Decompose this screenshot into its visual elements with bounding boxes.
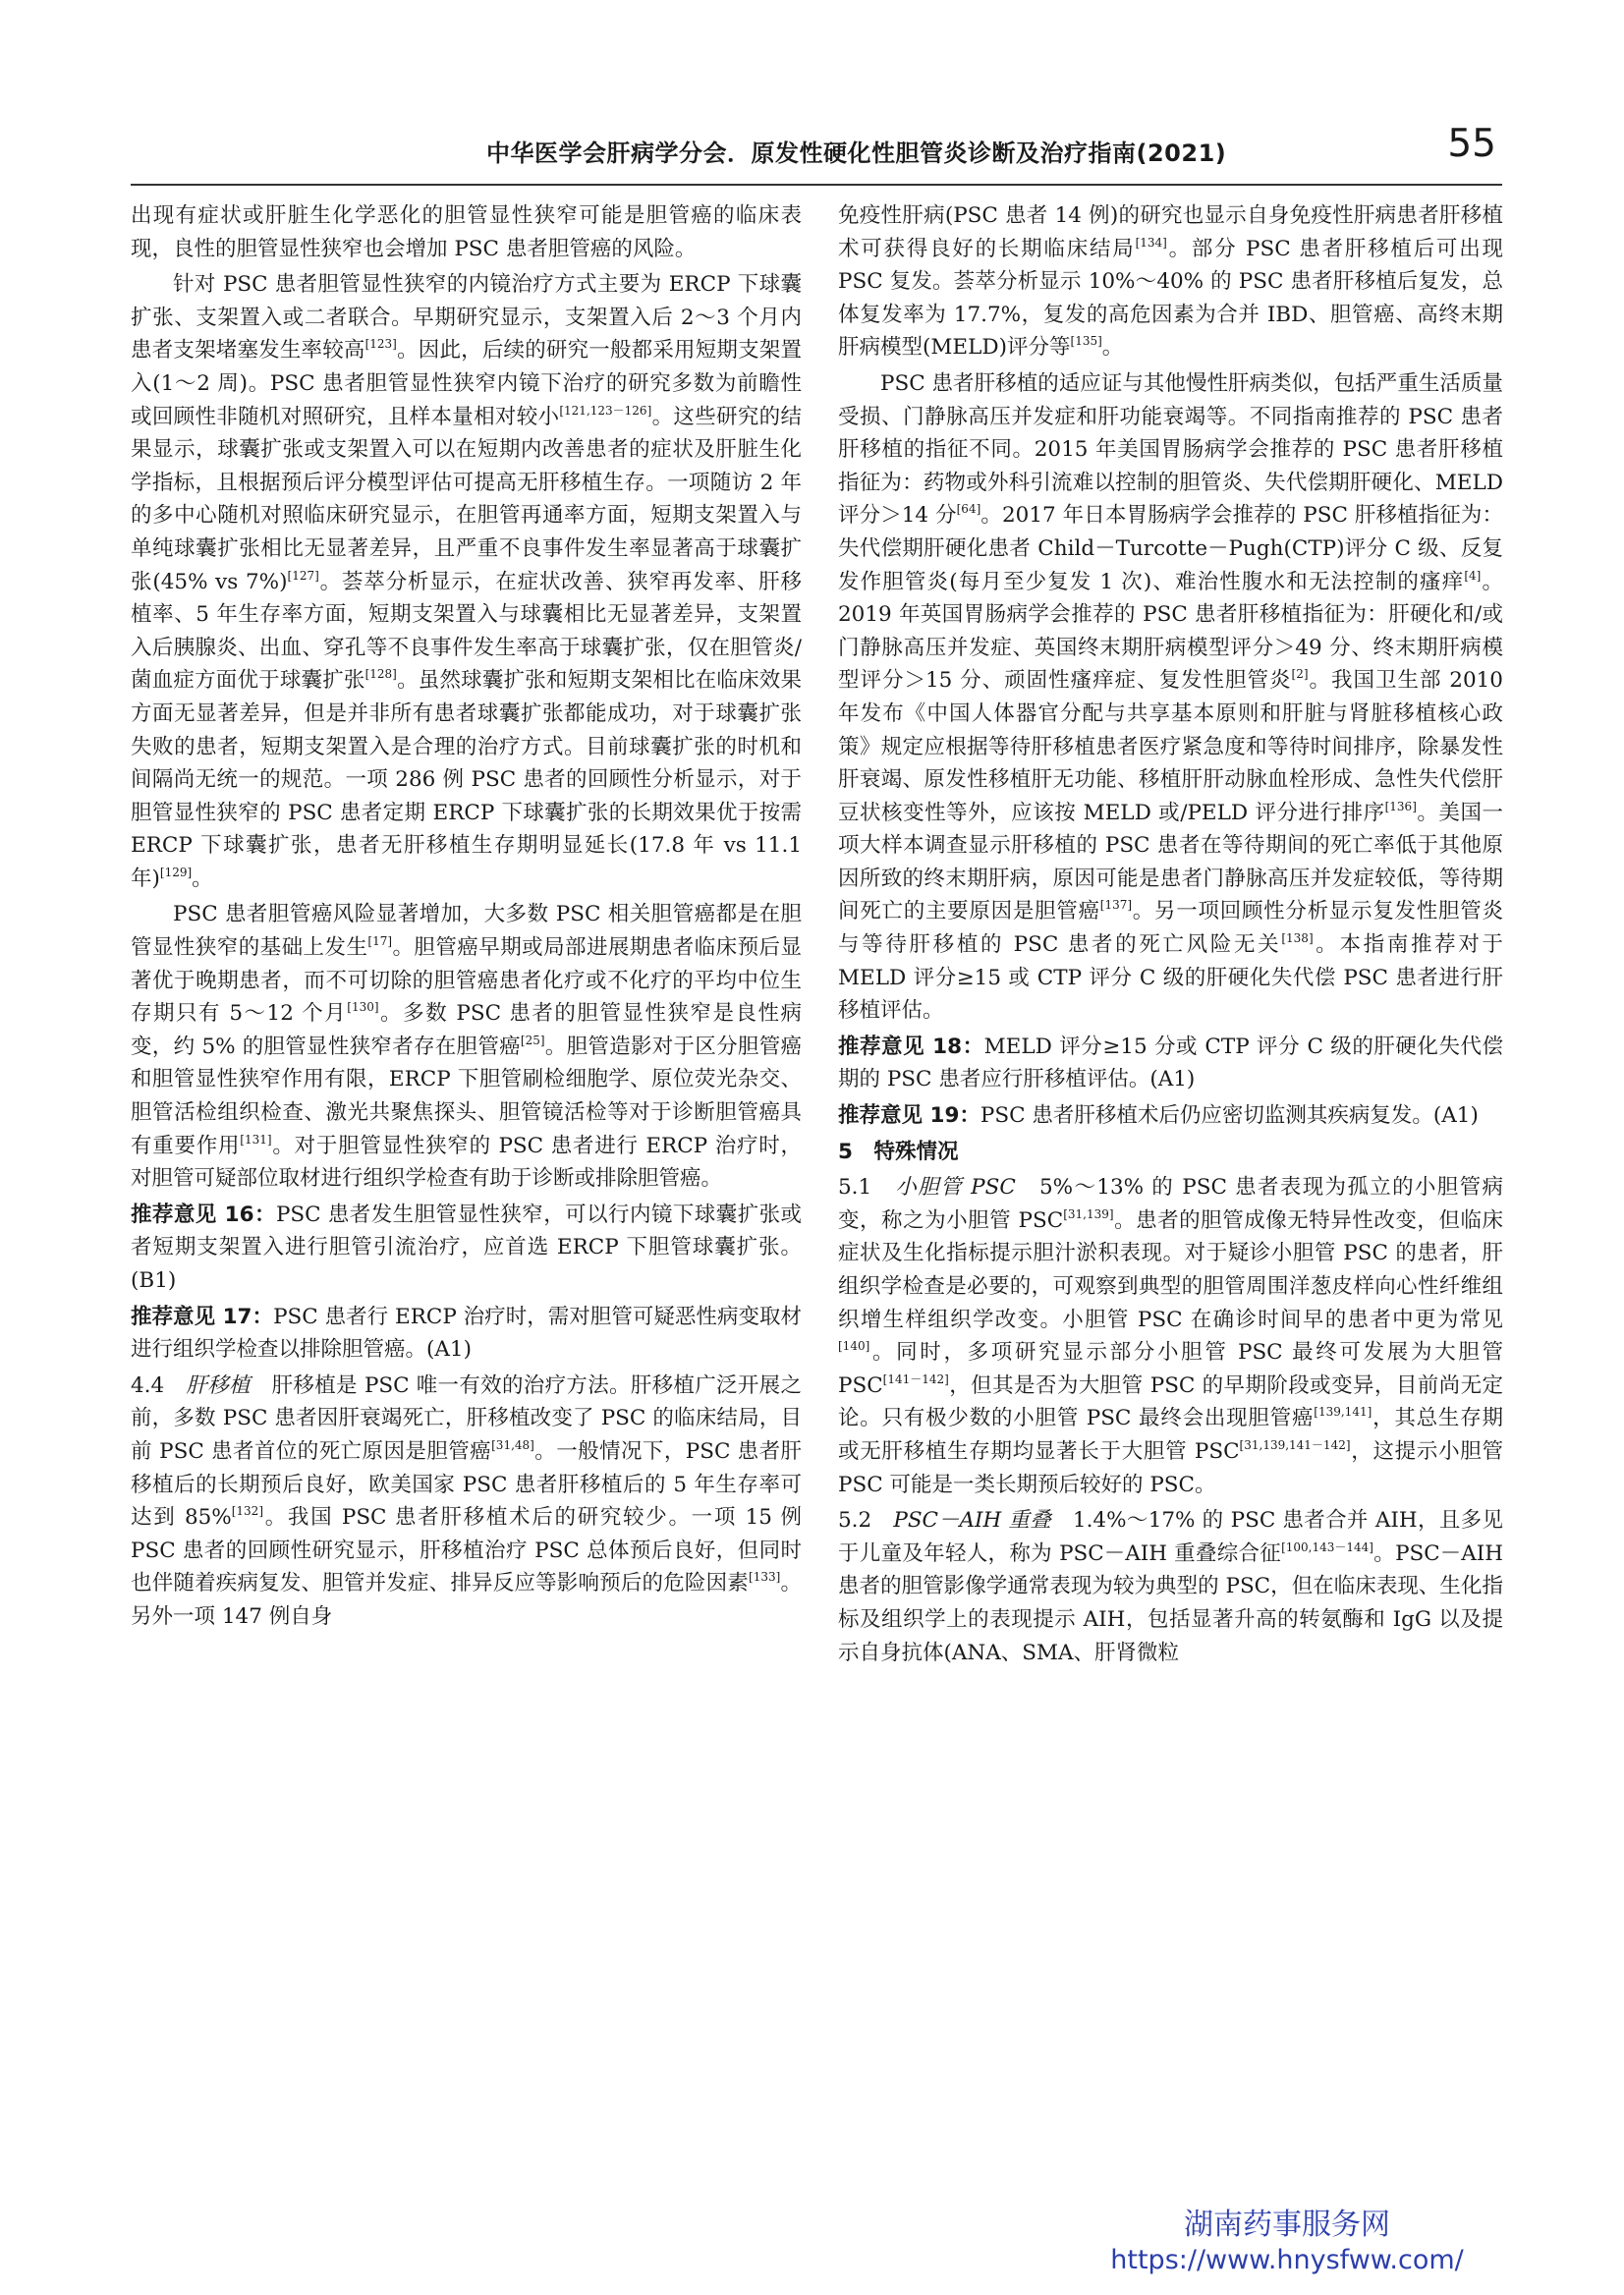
header-rule xyxy=(131,184,1502,186)
citation[interactable]: [132] xyxy=(231,1504,264,1519)
citation[interactable]: [17] xyxy=(367,934,393,949)
section-heading-5-1: 5.1 小胆管 PSC xyxy=(838,1175,1016,1201)
recommendation-label: 推荐意见 19： xyxy=(838,1103,980,1129)
paragraph: 出现有症状或肝脏生化学恶化的胆管显性狭窄可能是胆管癌的临床表现，良性的胆管显性狭窄也会增加 PSC 患者胆管癌的风险。 xyxy=(131,203,802,261)
recommendation-19: 推荐意见 19：PSC 患者肝移植术后仍应密切监测其疾病复发。(A1) xyxy=(838,1103,1479,1129)
citation[interactable]: [127] xyxy=(287,568,319,583)
citation[interactable]: [134] xyxy=(1135,235,1167,250)
site-name: 湖南药事服务网 xyxy=(1184,2208,1390,2242)
citation[interactable]: [136] xyxy=(1384,799,1417,813)
citation[interactable]: [133] xyxy=(749,1570,781,1585)
citation[interactable]: [31,139,141－142] xyxy=(1239,1437,1351,1452)
paragraph: PSC 患者胆管癌风险显著增加，大多数 PSC 相关胆管癌都是在胆管显性狭窄的基础上发生[17]。胆管癌早期或局部进展期患者临床预后显著优于晚期患者，而不可切除的胆管癌患者化疗或不化疗的平均中位生存期只有 5～12 个月[130]。多数 PSC 患者的胆管显性狭窄是良性病变，约 5% 的胆管显性狭窄者存在胆管癌[25]。胆管造影对于区分胆管癌和胆管显性狭窄作用有限，ERCP 下胆管刷检细胞学、原位荧光杂交、胆管活检组织检查、激光共聚焦探头、胆管镜活检等对于诊断胆管癌具有重要作用[131]。对于胆管显性狭窄的 PSC 患者进行 ERCP 治疗时，对胆管可疑部位取材进行组织学检查有助于诊断或排除胆管癌。 xyxy=(131,902,802,1192)
recommendation-17: 推荐意见 17：PSC 患者行 ERCP 治疗时，需对胆管可疑恶性病变取材进行组织学检查以排除胆管癌。(A1) xyxy=(131,1304,803,1363)
citation[interactable]: [139,141] xyxy=(1314,1405,1372,1420)
recommendation-16: 推荐意见 16：PSC 患者发生胆管显性狭窄，可以行内镜下球囊扩张或者短期支架置入进行胆管引流治疗，应首选 ERCP 下胆管球囊扩张。(B1) xyxy=(131,1202,803,1293)
section-heading-4-4: 4.4 肝移植 xyxy=(131,1372,251,1398)
citation[interactable]: [128] xyxy=(364,667,397,682)
citation[interactable]: [4] xyxy=(1464,568,1482,583)
recommendation-18: 推荐意见 18：MELD 评分≥15 分或 CTP 评分 C 级的肝硬化失代偿期的 PSC 患者应行肝移植评估。(A1) xyxy=(838,1034,1504,1092)
citation[interactable]: [31,139] xyxy=(1063,1206,1114,1221)
citation[interactable]: [130] xyxy=(347,1000,379,1015)
recommendation-label: 推荐意见 16： xyxy=(131,1202,276,1227)
site-url[interactable]: https://www.hnysfww.com/ xyxy=(1110,2245,1464,2275)
paragraph: 针对 PSC 患者胆管显性狭窄的内镜治疗方式主要为 ERCP 下球囊扩张、支架置入或二者联合。早期研究显示，支架置入后 2～3 个月内患者支架堵塞发生率较高[123]。因此，后续的研究一般都采用短期支架置入(1～2 周)。PSC 患者胆管显性狭窄内镜下治疗的研究多数为前瞻性或回顾性非随机对照研究，且样本量相对较小[121,123－126]。这些研究的结果显示，球囊扩张或支架置入可以在短期内改善患者的症状及肝脏生化学指标，且根据预后评分模型评估可提高无肝移植生存。一项随访 2 年的多中心随机对照临床研究显示，在胆管再通率方面，短期支架置入与单纯球囊扩张相比无显著差异，且严重不良事件发生率显著高于球囊扩张(45% vs 7%)[127]。荟萃分析显示，在症状改善、狭窄再发率、肝移植率、5 年生存率方面，短期支架置入与球囊相比无显著差异，支架置入后胰腺炎、出血、穿孔等不良事件发生率高于球囊扩张，仅在胆管炎/菌血症方面优于球囊扩张[128]。虽然球囊扩张和短期支架相比在临床效果方面无显著差异，但是并非所有患者球囊扩张都能成功，对于球囊扩张失败的患者，短期支架置入是合理的治疗方式。目前球囊扩张的时机和间隔尚无统一的规范。一项 286 例 PSC 患者的回顾性分析显示，对于胆管显性狭窄的 PSC 患者定期 ERCP 下球囊扩张的长期效果优于按需 ERCP 下球囊扩张，患者无肝移植生存期明显延长(17.8 年 vs 11.1 年)[129]。 xyxy=(131,272,802,891)
citation[interactable]: [140] xyxy=(838,1339,870,1354)
section-heading-5-2: 5.2 PSC－AIH 重叠 xyxy=(838,1508,1052,1534)
recommendation-label: 推荐意见 18： xyxy=(838,1034,984,1059)
citation[interactable]: [129] xyxy=(159,865,193,879)
section-heading-5: 5 特殊情况 xyxy=(838,1139,959,1164)
left-column xyxy=(131,199,802,1637)
right-column xyxy=(838,199,1503,1672)
running-title: 中华医学会肝病学分会．原发性硬化性胆管炎诊断及治疗指南(2021) xyxy=(486,140,1227,167)
paragraph: 免疫性肝病(PSC 患者 14 例)的研究也显示自身免疫性肝病患者肝移植术可获得良好的长期临床结局[134]。部分 PSC 患者肝移植后可出现 PSC 复发。荟萃分析显示 10%～40% 的 PSC 患者肝移植后复发，总体复发率为 17.7%，复发的高危因素为合并 IBD、胆管癌、高终末期肝病模型(MELD)评分等[135]。 xyxy=(838,203,1503,361)
citation[interactable]: [123] xyxy=(364,337,397,352)
citation[interactable]: [2] xyxy=(1291,667,1309,682)
citation[interactable]: [141－142] xyxy=(882,1371,949,1386)
recommendation-label: 推荐意见 17： xyxy=(131,1304,274,1329)
citation[interactable]: [131] xyxy=(240,1132,272,1147)
citation[interactable]: [100,143－144] xyxy=(1281,1539,1373,1554)
citation[interactable]: [121,123－126] xyxy=(559,403,652,418)
citation[interactable]: [25] xyxy=(520,1033,545,1047)
citation[interactable]: [138] xyxy=(1281,931,1314,946)
citation[interactable]: [137] xyxy=(1099,898,1133,913)
paragraph-section-5-2: 5.2 PSC－AIH 重叠 1.4%～17% 的 PSC 患者合并 AIH，且多见于儿童及年轻人，称为 PSC－AIH 重叠综合征[100,143－144]。PSC－AIH 患者的胆管影像学通常表现为较为典型的 PSC，但在临床表现、生化指标及组织学上的表现提示 AIH，包括显著升高的转氨酶和 IgG 以及提示自身抗体(ANA、SMA、肝肾微粒 xyxy=(838,1508,1503,1665)
watermark-footer xyxy=(1081,2207,1493,2277)
citation[interactable]: [135] xyxy=(1070,334,1102,349)
citation[interactable]: [31,48] xyxy=(491,1437,534,1452)
page-header xyxy=(131,122,1502,181)
paragraph-section-5-1: 5.1 小胆管 PSC 5%～13% 的 PSC 患者表现为孤立的小胆管病变，称之为小胆管 PSC[31,139]。患者的胆管成像无特异性改变，但临床症状及生化指标提示胆汁淤积表现。对于疑诊小胆管 PSC 的患者，肝组织学检查是必要的，可观察到典型的胆管周围洋葱皮样向心性纤维组织增生样组织学改变。小胆管 PSC 在确诊时间早的患者中更为常见[140]。同时，多项研究显示部分小胆管 PSC 最终可发展为大胆管 PSC[141－142]，但其是否为大胆管 PSC 的早期阶段或变异，目前尚无定论。只有极少数的小胆管 PSC 最终会出现胆管癌[139,141]，其总生存期或无肝移植生存期均显著长于大胆管 PSC[31,139,141－142]，这提示小胆管 PSC 可能是一类长期预后较好的 PSC。 xyxy=(838,1175,1503,1497)
citation[interactable]: [64] xyxy=(956,502,981,517)
paragraph: PSC 患者肝移植的适应证与其他慢性肝病类似，包括严重生活质量受损、门静脉高压并发症和肝功能衰竭等。不同指南推荐的 PSC 患者肝移植的指征不同。2015 年美国胃肠病学会推荐的 PSC 患者肝移植指征为：药物或外科引流难以控制的胆管炎、失代偿期肝硬化、MELD 评分＞14 分[64]。2017 年日本胃肠病学会推荐的 PSC 肝移植指征为：失代偿期肝硬化患者 Child－Turcotte－Pugh(CTP)评分 C 级、反复发作胆管炎(每月至少复发 1 次)、难治性腹水和无法控制的瘙痒[4]。2019 年英国胃肠病学会推荐的 PSC 患者肝移植指征为：肝硬化和/或门静脉高压并发症、英国终末期肝病模型评分＞49 分、终末期肝病模型评分＞15 分、顽固性瘙痒症、复发性胆管炎[2]。我国卫生部 2010 年发布《中国人体器官分配与共享基本原则和肝脏与肾脏移植核心政策》规定应根据等待肝移植患者医疗紧急度和等待时间排序，除暴发性肝衰竭、原发性移植肝无功能、移植肝肝动脉血栓形成、急性失代偿肝豆状核变性等外，应该按 MELD 或/PELD 评分进行排序[136]。美国一项大样本调查显示肝移植的 PSC 患者在等待期间的死亡率低于其他原因所致的终末期肝病，原因可能是患者门静脉高压并发症较低，等待期间死亡的主要原因是胆管癌[137]。另一项回顾性分析显示复发性胆管炎与等待肝移植的 PSC 患者的死亡风险无关[138]。本指南推荐对于 MELD 评分≥15 或 CTP 评分 C 级的肝硬化失代偿 PSC 患者进行肝移植评估。 xyxy=(838,370,1503,1024)
paragraph-section-4-4: 4.4 肝移植 肝移植是 PSC 唯一有效的治疗方法。肝移植广泛开展之前，多数 PSC 患者因肝衰竭死亡，肝移植改变了 PSC 的临床结局，目前 PSC 患者首位的死亡原因是胆管癌[31,48]。一般情况下，PSC 患者肝移植后的长期预后良好，欧美国家 PSC 患者肝移植后的 5 年生存率可达到 85%[132]。我国 PSC 患者肝移植术后的研究较少。一项 15 例 PSC 患者的回顾性研究显示，肝移植治疗 PSC 总体预后良好，但同时也伴随着疾病复发、胆管并发症、排异反应等影响预后的危险因素[133]。另外一项 147 例自身 xyxy=(131,1372,803,1629)
page-number: 55 xyxy=(1447,122,1496,166)
